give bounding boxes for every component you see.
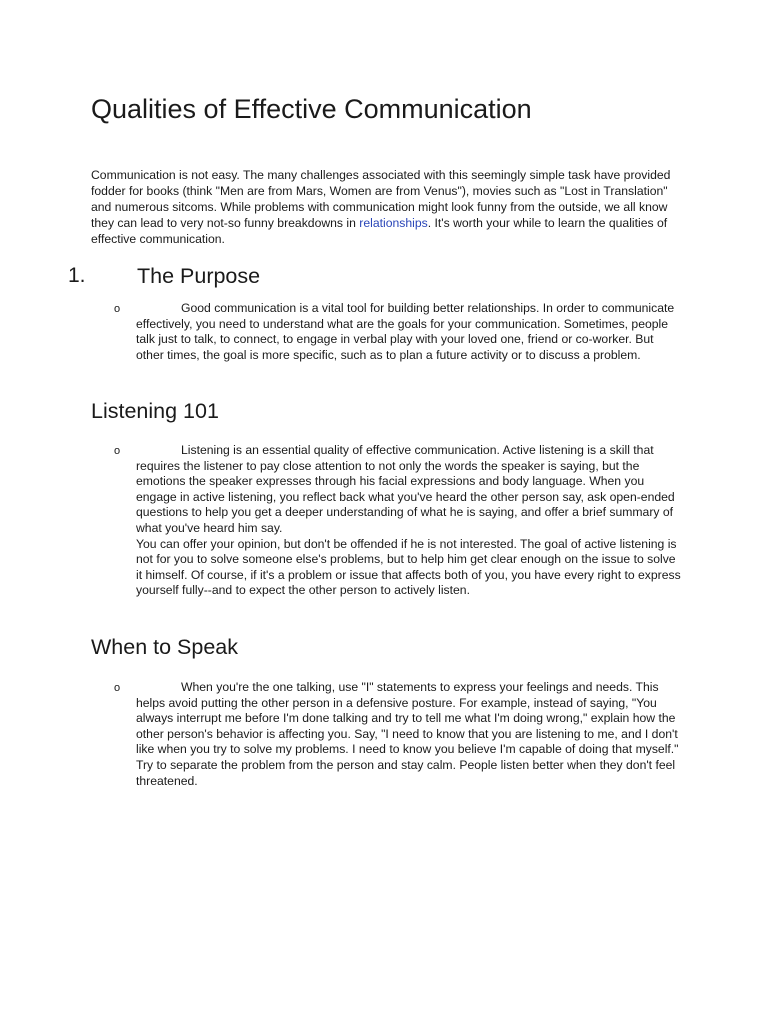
intro-text-end: . It's worth your while to learn the qualities of effective communication. <box>91 216 668 246</box>
section-number: 1. <box>68 264 86 287</box>
bullet-marker: o <box>114 303 121 315</box>
intro-text-start: Communication is not easy. The many challenges associated with this seemingly simple task have provided fodder for books (think "Men are from Mars, Women are from Venus"), movies such as "Lost in Translation" and numerous sitcoms. While problems with communication might look funny from the outside, we all know they can lead to very not-so funny breakdowns in <box>91 168 671 230</box>
section-paragraph-when-to-speak: When you're the one talking, use "I" statements to express your feelings and needs. This helps avoid putting the other person in a defensive posture. For example, instead of saying, "You always interrupt me before I'm done talking and try to tell me what I'm doing wrong," explain how the other person's behavior is affecting you. Say, "I need to know that you are listening to me, and I don't like when you try to solve my problems. I need to know you believe I'm capable of doing that myself." Try to separate the problem from the person and stay calm. People listen better when they don't feel threatened. <box>136 680 679 788</box>
relationships-link[interactable]: relationships <box>359 216 428 230</box>
section-heading-listening: Listening 101 <box>91 399 219 423</box>
intro-paragraph <box>91 167 671 247</box>
section-paragraph-purpose: Good communication is a vital tool for building better relationships. In order to communicate effectively, you need to understand what are the goals for your communication. Sometimes, people talk just to talk, to connect, to engage in verbal play with your loved one, friend or co-worker. But other times, the goal is more specific, such as to plan a future activity or to discuss a problem. <box>136 301 675 362</box>
section-paragraph-listening-continued: You can offer your opinion, but don't be offended if he is not interested. The goal of active listening is not for you to solve someone else's problems, but to help him get clear enough on the issue to solve it himself. Of course, if it's a problem or issue that affects both of you, you have every right to express yourself fully--and to expect the other person to actively listen. <box>136 536 681 598</box>
section-heading-when-to-speak: When to Speak <box>91 635 239 659</box>
section-paragraph-listening: Listening is an essential quality of effective communication. Active listening is a skill that requires the listener to pay close attention to not only the words the speaker is saying, but the emotions the speaker expresses through his facial expressions and body language. When you engage in active listening, you reflect back what you've heard the other person say, ask open-ended questions to help you get a deeper understanding of what he is saying, and offer a brief summary of what you've heard him say. You can offer your opinion, but don't be offended if he is not interested. The goal of active listening is not for you to solve someone else's problems, but to help him get clear enough on the issue to solve it himself. Of course, if it's a problem or issue that affects both of you, you have every right to express yourself fully--and to expect the other person to actively listen. <box>136 443 681 598</box>
page-title: Qualities of Effective Communication <box>91 94 532 124</box>
bullet-marker: o <box>114 445 121 457</box>
section-heading-purpose: The Purpose <box>137 264 261 288</box>
bullet-marker: o <box>114 682 121 694</box>
